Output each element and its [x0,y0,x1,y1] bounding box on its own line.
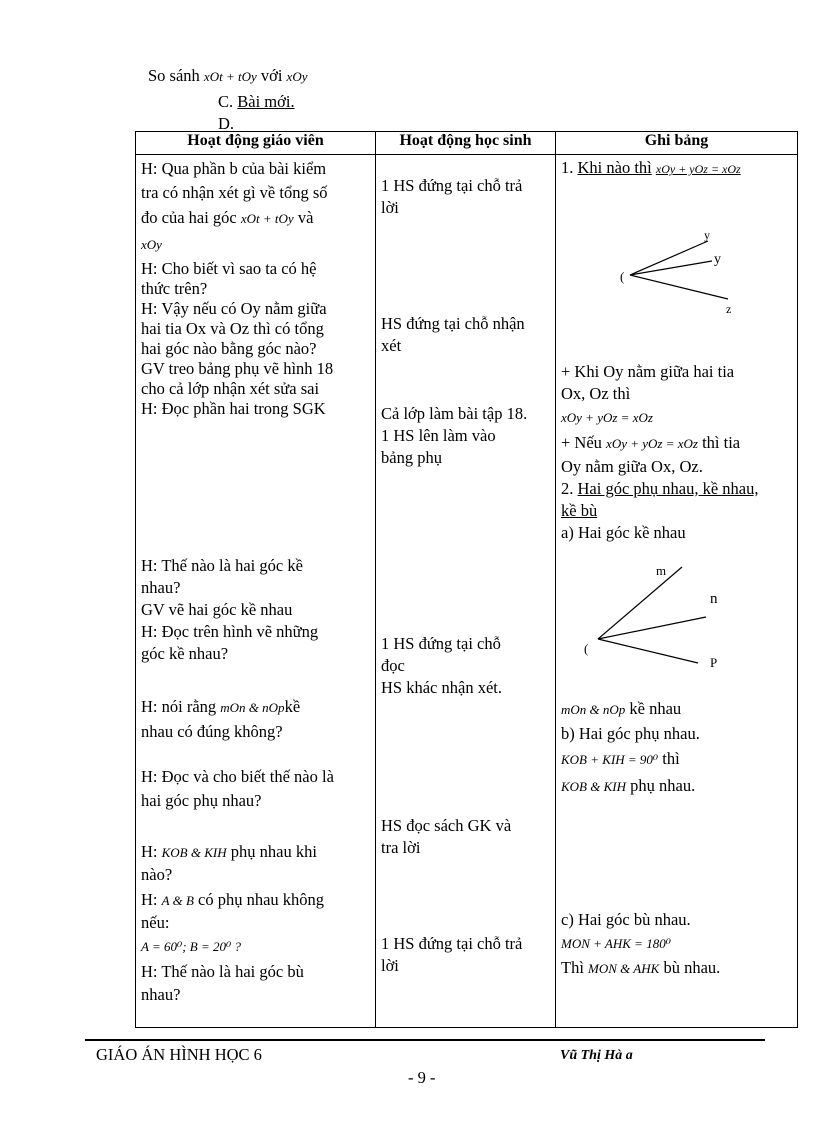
board-supplementary [561,909,791,980]
label-m: m [656,563,667,578]
text-line [141,841,371,864]
header-teacher: Hoạt động giáo viên [136,132,376,155]
teacher-q10 [141,765,371,813]
text-line [561,478,791,500]
teacher-q6 [141,555,371,665]
header-student: Hoạt động học sinh [376,132,556,155]
text-line: H: Cho biết vì sao ta có hệ [141,259,317,278]
text-line: H: Thế nào là hai góc bù [141,962,304,981]
math-expr: xOt + tOy [240,211,294,226]
heading-title: kề bù [561,501,598,520]
text-line: c) Hai góc bù nhau. [561,910,691,929]
math-expr: KOB & KIH [561,779,626,794]
footer-title: GIÁO ÁN HÌNH HỌC 6 [96,1045,262,1064]
text-line: hai góc nào bằng góc nào? [141,339,317,358]
text-line: nào? [141,865,173,884]
math-expr: xOy + yOz = xOz [561,410,653,425]
text-line: 1 HS lên làm vào [381,426,496,445]
footer-rule [85,1039,765,1041]
math-expr: xOy [141,237,162,252]
text-line: b) Hai góc phụ nhau. [561,724,700,743]
text-line: H: Đọc và cho biết thế nào là [141,767,334,786]
text-span: Thì [561,958,584,977]
math-expr: A & B [161,893,194,908]
text-line: H: Thế nào là hai góc kề [141,556,303,575]
ray-oz [630,275,728,299]
text-line: 1 HS đứng tại chỗ trả [381,176,523,195]
text-line: nhau? [141,578,181,597]
text-line [561,431,791,456]
student-s2 [381,313,553,357]
teacher-column [136,155,376,1028]
text-span: kề nhau [629,699,682,718]
student-s6 [381,933,553,977]
text-line: hai tia Ox và Oz thì có tổng [141,319,324,338]
heading-title: Hai góc phụ nhau, kề nhau, [577,479,759,498]
text-line [561,157,791,180]
text-line [561,697,791,722]
heading-title: Khi nào thì [577,158,652,177]
text-line: nếu: [141,913,170,932]
text-span: thì [662,749,680,768]
section-c-title: Bài mới. [237,92,295,111]
lesson-table [135,131,798,1028]
text-span: H: nói rằng [141,697,217,716]
table-header-row [136,132,798,155]
text-line: 1 HS đứng tại chỗ [381,634,501,653]
board-adjacent [561,697,791,800]
text-line: H: Đọc phần hai trong SGK [141,399,326,418]
compare-expr: xOt + tOy [203,69,257,84]
label-n: n [710,591,718,607]
label-origin-2: ( [584,641,589,656]
text-line: xét [381,336,402,355]
text-line: H: Đọc trên hình vẽ những [141,622,319,641]
label-origin: ( [620,269,625,284]
ray-on [598,617,706,639]
math-expr: MON & AHK [588,961,660,976]
teacher-q9 [141,695,371,744]
teacher-q11 [141,841,371,886]
math-expr: mOn & nOp [220,700,285,715]
text-line: GV treo bảng phụ vẽ hình 18 [141,359,334,378]
text-line: a) Hai góc kề nhau [561,523,686,542]
section-c-label: C. [218,92,238,111]
text-span: phụ nhau khi [230,842,317,861]
board-heading-1 [561,157,791,180]
text-span: có phụ nhau không [198,890,325,909]
text-span: bù nhau. [663,958,721,977]
text-span: H: [141,842,158,861]
label-z: z [726,302,732,316]
compare-prefix: So sánh [148,66,200,85]
text-line: HS đứng tại chỗ nhận [381,314,525,333]
teacher-q2 [141,259,371,419]
text-line [561,746,791,773]
text-line [141,695,371,720]
text-span: H: [141,890,158,909]
ray-om [598,567,682,639]
text-line: tra lời [381,838,421,857]
math-expr: KOB & KIH [161,845,227,860]
teacher-q12 [141,889,371,1006]
compare-mid: với [260,66,283,85]
ray-oy [630,261,712,275]
text-span: + Nếu [561,433,602,452]
math-expr: KOB + KIH = 90⁰ [561,752,659,767]
section-d: D. [218,114,235,133]
text-line: góc kề nhau? [141,644,229,663]
text-line: thức trên? [141,279,208,298]
text-line: tra có nhận xét gì về tổng số [141,183,328,202]
compare-line [148,66,307,87]
header-board: Ghi bảng [556,132,798,155]
text-span: kề [284,697,301,716]
text-span: và [297,208,314,227]
math-expr: MON + AHK = 180⁰ [561,936,671,951]
text-line [141,205,371,232]
label-y: y [714,252,721,267]
ray-op [598,639,698,663]
board-column [556,155,798,1028]
student-s3 [381,403,553,469]
text-line: hai góc phụ nhau? [141,791,262,810]
student-s5 [381,815,553,859]
page-number: - 9 - [408,1068,436,1087]
figure-adjacent-angles [572,563,742,671]
student-s4 [381,633,553,699]
text-span: 1. [561,158,578,177]
text-span: thì tia [702,433,741,452]
text-span: đo của hai góc [141,208,237,227]
text-line: H: Qua phần b của bài kiểm [141,159,327,178]
label-y-upper: y [704,233,710,242]
text-line [141,889,371,912]
text-line: Ox, Oz thì [561,384,631,403]
compare-target: xOy [286,69,308,84]
text-line: Cả lớp làm bài tập 18. [381,404,528,423]
board-rule [561,361,791,544]
text-line: HS đọc sách GK và [381,816,512,835]
ray-oy-upper [630,241,708,275]
text-line [561,773,791,800]
text-line: đọc [381,656,405,675]
math-expr: xOy + yOz = xOz [655,162,741,176]
text-line: nhau có đúng không? [141,722,283,741]
footer-author: Vũ Thị Hà a [560,1048,633,1063]
text-line: bảng phụ [381,448,442,467]
text-line: 1 HS đứng tại chỗ trả [381,934,523,953]
text-line [561,957,791,980]
text-line: Oy nằm giữa Ox, Oz. [561,457,703,476]
text-line: HS khác nhận xét. [381,678,502,697]
table-body-row [136,155,798,1028]
math-expr: A = 60⁰; B = 20⁰ ? [141,939,241,954]
text-span: phụ nhau. [630,776,696,795]
figure-angle-xoz [616,233,746,325]
student-column [376,155,556,1028]
text-line: nhau? [141,985,181,1004]
math-expr: xOy + yOz = xOz [606,436,698,451]
teacher-q1 [141,157,371,258]
label-p: P [710,655,718,670]
text-line: lời [381,956,399,975]
section-c [218,92,295,112]
math-expr: mOn & nOp [561,702,626,717]
text-line: cho cả lớp nhận xét sửa sai [141,379,320,398]
student-s1 [381,175,553,219]
text-line: + Khi Oy nằm giữa hai tia [561,362,735,381]
text-line: H: Vậy nếu có Oy nằm giữa [141,299,327,318]
text-line: GV vẽ hai góc kề nhau [141,600,293,619]
text-span: 2. [561,479,578,498]
text-line: lời [381,198,399,217]
